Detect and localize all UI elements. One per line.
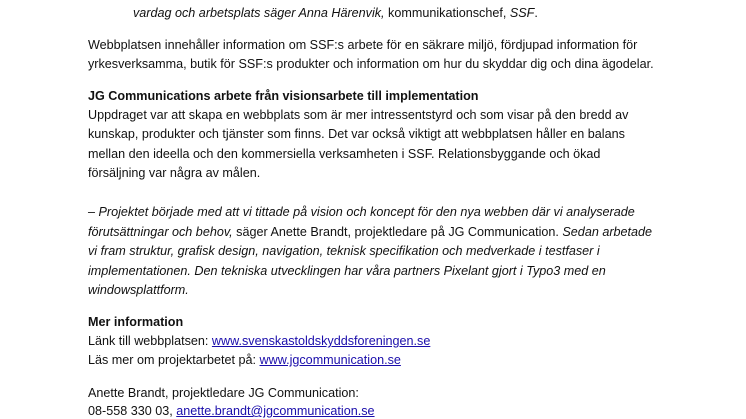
quote-tail-title: kommunikationschef, [384,6,510,20]
paragraph-uppdraget-line-3: mellan den ideella och den kommersiella verksamheten i SSF. Relationsbyggande och ökad [88,147,601,161]
quote-line-1: – Projektet började med att vi tittade på vision och koncept för den nya webben där vi analyserade [88,205,635,219]
contact-name: Anette Brandt, projektledare JG Communication: [88,386,359,400]
project-link-label: Läs mer om projektarbetet på: [88,353,260,367]
quote-line-5: windowsplattform. [88,283,189,297]
paragraph-webbplats-line-1: Webbplatsen innehåller information om SSF:s arbete för en säkrare miljö, fördjupad information för [88,38,638,52]
quote-line-2 [88,224,652,240]
website-link-label: Länk till webbplatsen: [88,334,212,348]
quote-tail-org: SSF [509,6,535,20]
paragraph-uppdraget-line-1: Uppdraget var att skapa en webbplats som är mer intressentstyrd och som visar på den bredd av [88,108,629,122]
project-link-line [88,352,401,368]
quote-line-2-plain: säger Anette Brandt, projektledare på JG Communication. [232,225,563,239]
quote-tail-line [133,5,538,21]
paragraph-uppdraget-line-2: kunskap, produkter och tjänster som finns. Det var också viktigt att webbplatsen håller en balans [88,127,625,141]
quote-line-2-italic: förutsättningar och behov, [88,225,233,239]
project-link[interactable]: www.jgcommunication.se [259,353,401,367]
section-heading-jg: JG Communications arbete från visionsarbete till implementation [88,89,479,103]
website-link[interactable]: www.svenskastoldskyddsforeningen.se [211,334,431,348]
quote-line-2-italic-end: Sedan arbetade [562,225,653,239]
website-link-line [88,333,430,349]
contact-line [88,403,375,419]
contact-phone: 08-558 330 03, [88,404,177,418]
quote-line-3: vi fram struktur, grafisk design, navigation, teknisk specifikation och medverkade i testfaser i [88,244,600,258]
contact-email-link[interactable]: anette.brandt@jgcommunication.se [176,404,375,418]
more-info-heading: Mer information [88,315,184,329]
quote-line-4: implementationen. Den tekniska utvecklingen har våra partners Pixelant gjort i Typo3 med en [88,264,606,278]
paragraph-uppdraget-line-4: försäljning var några av målen. [88,166,261,180]
quote-tail-italic: vardag och arbetsplats säger Anna Härenvik, [133,6,385,20]
quote-tail-end: . [534,6,538,20]
paragraph-webbplats-line-2: yrkesverksamma, butik för SSF:s produkter och information om hur du skyddar dig och dina ägodelar. [88,57,654,71]
